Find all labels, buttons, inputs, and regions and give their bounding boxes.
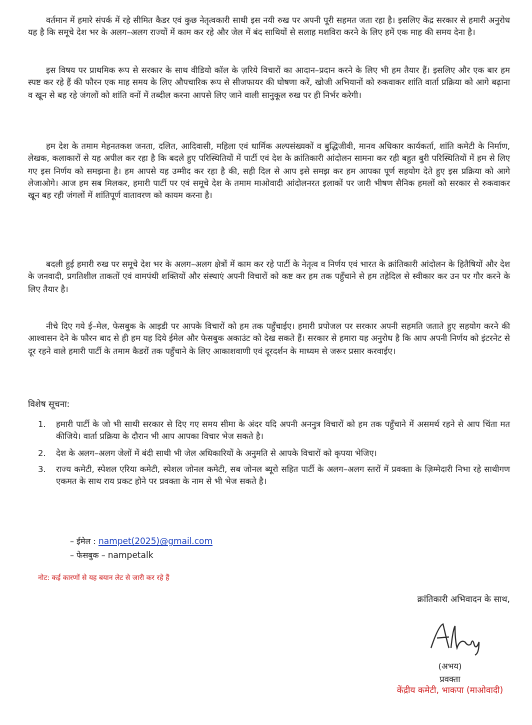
handwritten-signature: [425, 618, 485, 656]
facebook-label: – फेसबुक –: [70, 551, 106, 560]
email-row: [70, 535, 213, 549]
list-item-text: देश के अलग–अलग जेलों में बंदी साथी भी जेल अधिकारियों के अनुमति से आपके विचारों को कृपया भेजिए।: [56, 447, 377, 458]
paragraph-3: हम देश के तमाम मेहनतकश जनता, दलित, आदिवासी, महिला एवं धार्मिक अल्पसंख्यकों व बुद्धिजीवी, मानव अधिकार कार्यकर्ता, शांति कमेटी के निर्माण, लेखक, कलाकारों से यह अपील कर रहा है कि बदले हुए परिस्थितियों में पार्टी एवं देश के क्रांतिकारी आंदोलन सामना कर रही बहुत बुरी परिस्थितियों में हम से लिए गए इस निर्णय को समझना है। हम आपसे यह उम्मीद कर रहा है की, सही दिल से आप इसे समझ कर हम आपका पूर्ण सहयोग देते हुए इस प्रक्रिया को आगे लेजाओगे। आज हम सब मिलकर, हमारी पार्टी पर एवं समूचे देश के तमाम माओवादी आंदोलनरत इलाकों पर जारी भीषण सैनिक हमलों को सरकार से रुकवाकर खून बह रही जंगलों में शांतिपूर्ण वातावरण को कायम करना है।: [28, 141, 510, 201]
signatory-organization: केंद्रीय कमेटी, भाकपा (माओवादी): [396, 686, 504, 696]
list-item: [38, 447, 510, 459]
signatory-block: [380, 660, 520, 698]
list-item: [38, 463, 510, 488]
list-item-text: राज्य कमेटी, स्पेशल एरिया कमेटी, स्पेशल जोनल कमेटी, सब जोनल ब्यूरो सहित पार्टी के अलग–अलग स्तरों में प्रवक्ता के ज़िम्मेदारी निभा रहे साथीगण एकमत के साथ राय प्रकट होने पर प्रवक्ता के नाम से भी भेज सकते है।: [56, 463, 510, 487]
paragraph-5: नीचे दिए गये ई–मेल, फेसबुक के आइडी पर आपके विचारों को हम तक पहुँचाईए। हमारी प्रपोजल पर सरकार अपनी सहमति जताते हुए सहयोग करने की आश्वासन देने के फौरन बाद से ही हम यह दिये ईमेल और फेसबुक अकाउंट को देख सकते हैं। सरकार से हमारा यह अनुरोध है कि आप अपनी निर्णय को इंटरनेट से दूर रहने वाले हमारी पार्टी के तमाम कैडरों तक पहुँचाने के लिए आकाशवाणी एवं दूरदर्शन के माध्यम से जरूर प्रसार करवाईए।: [28, 321, 510, 356]
list-item-number: 1.: [38, 419, 46, 429]
notice-list: [38, 418, 510, 491]
signatory-name: (अभय): [438, 661, 462, 671]
list-item-number: 2.: [38, 447, 46, 458]
list-item-number: 3.: [38, 463, 46, 474]
signatory-title: प्रवक्ता: [439, 673, 461, 684]
delay-note: नोट: कई कारणों से यह बयान लेट से जारी कर रहे हैं: [38, 574, 170, 582]
paragraph-2: इस विषय पर प्राथमिक रूप से सरकार के साथ वीडियो कॉल के ज़रिये विचारों का आदान–प्रदान करने के लिए भी हम तैयार हैं। इसलिए और एक बार हम स्पष्ट कर रहे हैं की फौरन एक माह समय के लिए औपचारिक रूप से सीजफायर की घोषणा करें, खोजी अभियानों को रुकवाकर शांति वार्ता प्रक्रिया को आगे बढ़ाना व खून से बह रहे जंगलों को शांति वनों में तब्दील करना आपसे लिए जाने वाली सानुकूल रुख पर ही निर्भर करेगी।: [28, 65, 510, 100]
list-item-text: हमारी पार्टी के जो भी साथी सरकार से दिए गए समय सीमा के अंदर यदि अपनी अननुत्र विचारों को हम तक पहुँचाने में असमर्थ रहने से आप चिंता मत कीजिये। वार्ता प्रक्रिया के दौरान भी आप आपका विचार भेज सकते है।: [56, 419, 510, 442]
contact-block: [70, 535, 213, 563]
list-item: [38, 418, 510, 443]
email-label: – ईमेल :: [70, 537, 96, 546]
notice-heading: विशेष सूचना:: [28, 400, 70, 410]
facebook-handle: nampetalk: [107, 551, 154, 561]
email-link[interactable]: nampet(2025)@gmail.com: [98, 537, 213, 547]
closing-greeting: क्रांतिकारी अभिवादन के साथ,: [417, 595, 510, 605]
paragraph-1: वर्तमान में हमारे संपर्क में रहे सीमित कैडर एवं कुछ नेतृत्वकारी साथी इस नयी रुख पर अपनी पूरी सहमत जता रहा है। इसलिए केंद्र सरकार से हमारी अनुरोध यह है कि समूचे देश भर के अलग–अलग राज्यों में काम कर रहे और जेल में बंद साथियों से सलाह मशविरा करने के लिए हमें एक माह की समय देना है।: [28, 15, 510, 38]
paragraph-4: बदली हुई हमारी रुख पर समूचे देश भर के अलग–अलग क्षेत्रों में काम कर रहे पार्टी के नेतृत्व व निर्णय एवं भारत के क्रांतिकारी आंदोलन के हितैषियों और देश के जनवादी, प्रगतिशील ताकतों एवं वामपंथी शक्तियों और संस्थाएं अपनी विचारों को कष्ट कर हम तक पहुँचाने से हम तहेदिल से स्वीकार कर उन पर गौर करने के लिए तैयार है।: [28, 259, 510, 294]
facebook-row: [70, 549, 213, 563]
